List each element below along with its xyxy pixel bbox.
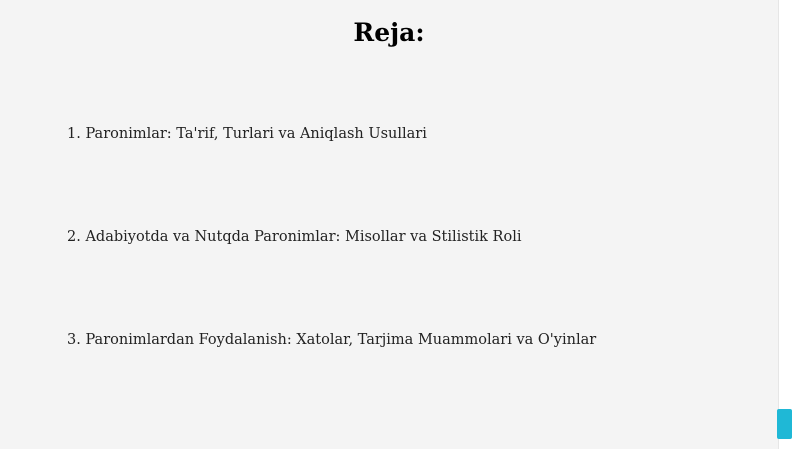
slide-title: Reja: — [353, 18, 425, 47]
plan-item: 3. Paronimlardan Foydalanish: Xatolar, Tarjima Muammolari va O'yinlar — [67, 332, 597, 348]
plan-item: 2. Adabiyotda va Nutqda Paronimlar: Misollar va Stilistik Roli — [67, 229, 522, 245]
vertical-scrollbar[interactable] — [778, 0, 800, 449]
scrollbar-thumb[interactable] — [777, 409, 792, 439]
plan-item: 1. Paronimlar: Ta'rif, Turlari va Aniqlash Usullari — [67, 126, 427, 142]
